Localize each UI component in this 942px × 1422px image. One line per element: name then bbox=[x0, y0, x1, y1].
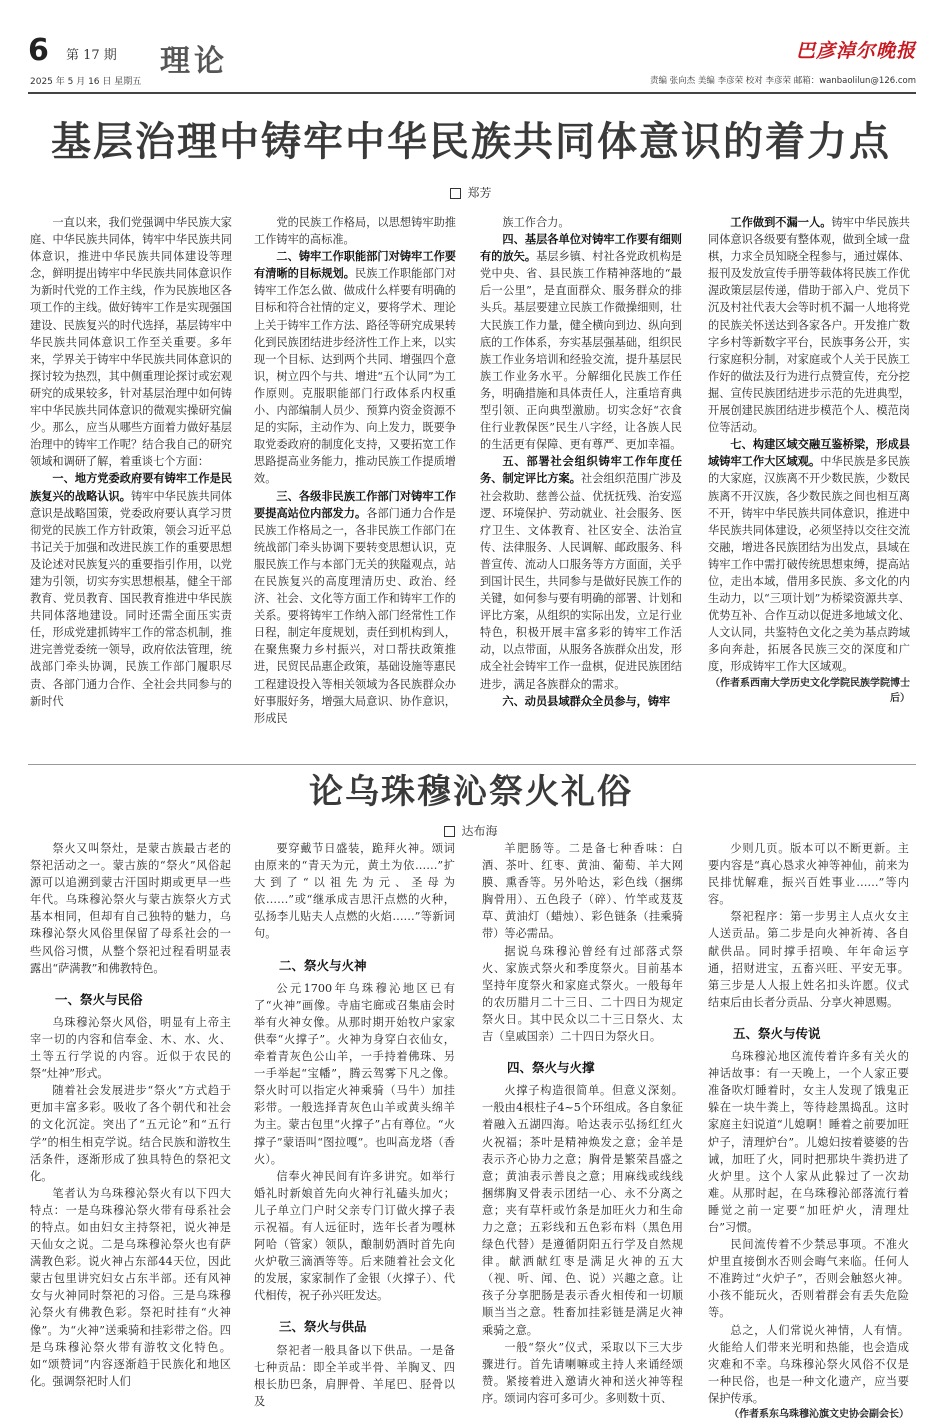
paragraph bbox=[254, 980, 455, 1168]
paragraph bbox=[482, 943, 683, 1046]
article1-title: 基层治理中铸牢中华民族共同体意识的着力点 bbox=[51, 118, 891, 165]
paragraph bbox=[30, 1185, 231, 1390]
paragraph bbox=[708, 1048, 909, 1236]
paragraph bbox=[482, 1339, 683, 1407]
paragraph-text: 笔者认为乌珠穆沁祭火有以下四大特点：一是乌珠穆沁祭火带有母系社会的特点。如由妇女主持祭祀，说火神是天仙女之说。二是乌珠穆沁祭火也有萨满教色彩。说火神占东部44天位，因此蒙古包里讲究妇女占东半部。还有风神女与火神同时祭祀的习俗。三是乌珠穆沁祭火有佛教色彩。祭祀时挂有“火神像”。为“火神”送乘骑和挂彩带之俗。四是乌珠穆沁祭火带有游牧文化特色。如“颂赞词”内容逐渐趋于民族化和地区化。强调祭祀时人们 bbox=[30, 1186, 231, 1388]
subheading: 三、各级非民族工作部门对铸牢工作要提高站位内部发力。 bbox=[254, 488, 456, 520]
paragraph-text: 各部门通力合作是民族工作格局之一，各非民族工作部门在统战部门牵头协调下要转变思想认识，克服民族工作与本部门无关的狭隘观点，站在民族复兴的高度理清历史、政治、经济、社会、文化等方面工作和铸牢工作的关系。要将铸牢工作纳入部门经常性工作日程，制定年度规划，责任到机构到人，在聚焦聚力乡村振兴，对口帮扶政策推进，民贸民品惠企政策，基础设施等惠民工程建设投入等相关领域为各民族群众办好事服好务，增强大局意识、协作意识，形成民 bbox=[254, 506, 456, 725]
paragraph bbox=[254, 214, 456, 248]
article1-column-3 bbox=[480, 214, 682, 762]
paragraph bbox=[480, 231, 682, 453]
paragraph-text: 一般“祭火”仪式，采取以下三大步骤进行。首先请喇嘛或主持人来诵经颂赞。紧接着进入邀请火神和送火神等程序。颂词内容可多可少。多则数十页、 bbox=[482, 1340, 683, 1405]
paragraph bbox=[254, 248, 456, 487]
section-heading: 四、祭火与火撑 bbox=[507, 1060, 595, 1076]
paragraph-text: 乌珠穆沁祭火风俗，明显有上帝主宰一切的内容和信奉金、木、水、火、土等五行学说的内容。近似于农民的祭“灶神”形式。 bbox=[30, 1015, 231, 1081]
paragraph-text: 民族工作职能部门对铸牢工作怎么做、做成什么样要有明确的目标和符合社情的定义，要将学术、理论上关于铸牢工作方法、路径等研究成果转化到民族团结进步经济性工作上来，以实现一个目标、达到两个共同、增强四个意识，树立四个与共、增进“五个认同”为工作原则。克服职能部门行政体系内权重小、内部编制人员少、预算内资金资源不足的实际，主动作为、向上发力，既要争取党委政府的制度化支持，又要拓宽工作思路提高业务能力，推动民族工作提质增效。 bbox=[254, 267, 456, 486]
paragraph bbox=[482, 840, 683, 943]
paragraph bbox=[30, 1014, 231, 1082]
paragraph-text: 少则几页。版本可以不断更新。主要内容是“真心恳求火神等神仙，前来为民排忧解难，振兴百姓事业……”等内容。 bbox=[708, 842, 909, 907]
paragraph bbox=[254, 1342, 455, 1410]
subheading: 四、基层各单位对铸牢工作要有细则有的放矢。 bbox=[480, 232, 682, 264]
subheading: 二、铸牢工作职能部门对铸牢工作要有清晰的目标规划。 bbox=[254, 249, 456, 281]
paragraph-text: 基层乡镇、村社各党政机构是党中央、省、县民族工作精神落地的“最后一公里”，是直面群众、服务群众的排头兵。基层要建立民族工作微操细则，壮大民族工作力量，健全横向到边、纵向到底的工作体系，夯实基层强基础，组织民族工作业务培训和经验交流，提升基层民族工作业务水平。分解细化民族工作任务，明确措施和具体责任人，注重培育典型引领、正向典型激励。切实念好“衣食住行业教保医”民生八字经，让各族人民的生活更有保障、更有尊严、更加幸福。 bbox=[480, 250, 682, 452]
article1-column-4 bbox=[708, 214, 910, 762]
page-number: 6 bbox=[28, 33, 49, 68]
byline-box-icon bbox=[450, 188, 461, 199]
paragraph-text: 铸牢中华民族共同体意识各级要有整体观，做到全域一盘棋，力求全员知晓全程参与，通过媒体、报刊及发放宣传手册等载体将民族工作优渥政策层层传递，借助于部入户、党员下沉及村社代表大会等时机不漏一人地将党的民族关怀送达到各家各户。开发推广数字乡村等新数字平台，民族事务公开，实行家庭积分制，对家庭或个人关于民族工作好的做法及行为进行点赞宣传，充分挖掘、宣传民族团结进步示范的先进典型，开展创建民族团结进步模范个人、模范岗位等活动。 bbox=[708, 216, 910, 435]
subheading: 工作做到不漏一人。 bbox=[730, 215, 832, 229]
issue-date: 2025 年 5 月 16 日 星期五 bbox=[30, 77, 142, 87]
paragraph bbox=[482, 1082, 683, 1338]
paragraph-text: 火撑子构造很简单。但意义深刻。一般由4根柱子4~5个环组成。各自象征着融入五湖四海。哈达表示弘扬红红火火祝福；茶叶是精神焕发之意；金羊是表示齐心协力之意；胸骨是繁荣昌盛之意；黄油表示善良之意；用麻线或线线捆绑胸叉骨表示团结一心、永不分离之意；夹有草杆或竹条是加旺火力和生命力之意；五彩线和五色彩布料（黑色用绿色代替）是遵循阴阳五行学及自然规律。献洒献红枣是满足火神的五大（视、听、闻、色、说）兴趣之意。让孩子分享肥肠是表示香火相传和一切顺顺当当之意。牲畜加挂彩链是满足火神乘骑之意。 bbox=[482, 1084, 683, 1337]
paragraph bbox=[708, 214, 910, 436]
paragraph-text: 乌珠穆沁地区流传着许多有关火的神话故事：有一天晚上，一个人家正要准备吹灯睡着时，女主人发现了饿鬼正躲在一块牛粪上，等待趁黑捣乱。这时家庭主妇说道“儿媳啊！睡着之前要加旺炉子，清理炉台”。儿媳妇按着婆婆的告诫，加旺了火，同时把那块牛粪扔进了火炉里。这个人家从此躲过了一次劫难。从那时起，在乌珠穆沁部落流行着睡觉之前一定要“加旺炉火，清理灶台”习惯。 bbox=[708, 1050, 909, 1234]
masthead-rule bbox=[28, 92, 916, 94]
paragraph-text: 要穿戴节日盛装，跪拜火神。颂词由原来的“青天为元，黄土为依……”扩大到了“以祖先为元、圣母为依……”或“继承成吉思汗点燃的火种，弘扬李儿贴夫人点燃的火焰……”等新词句。 bbox=[254, 842, 455, 941]
paragraph bbox=[30, 1082, 231, 1185]
section-heading: 三、祭火与供品 bbox=[279, 1319, 367, 1335]
paragraph-text: 一直以来，我们党强调中华民族大家庭、中华民族共同体，铸牢中华民族共同体意识，推进中华民族共同体建设等理念，鲜明提出铸牢中华民族共同体意识作为新时代党的工作主线，作为民族地区各项工作的主线。做好铸牢工作是实现强国建设、民族复兴的时代选择，基层铸牢中华民族共同体意识工作至关重要。多年来，学界关于铸牢中华民族共同体意识的探讨较为热烈，其中侧重理论探讨或宏观研究的成果较多，针对基层治理中如何铸牢中华民族共同体意识的微观实操研究偏少。那么，应当从哪些方面着力做好基层治理中的铸牢工作呢？结合我自己的研究领域和调研了解，着重谈七个方面： bbox=[30, 216, 232, 469]
article1-byline bbox=[0, 184, 942, 201]
paragraph-text: 祭祀者一般具备以下供品。一是备七种贡品：即全羊或半骨、羊胸叉、四根长肋巴条，肩胛骨、羊尾巴、胫骨以及 bbox=[254, 1343, 455, 1408]
paragraph bbox=[708, 908, 909, 1011]
article2-column-1 bbox=[30, 840, 231, 1412]
article2-title: 论乌珠穆沁祭火礼俗 bbox=[309, 772, 633, 812]
paragraph-text: 民间流传着不少禁忌事项。不准火炉里直接倒水否则会晦气来临。任何人不准跨过“火炉子”，否则会触怒火神。小孩不能玩火，否则着群会有丢失危险等。 bbox=[708, 1238, 909, 1320]
paragraph-text: 祭火又叫祭灶，是蒙古族最古老的祭祀活动之一。蒙古族的“祭火”风俗起源可以追溯到蒙古汗国时期或更早一些年代。乌珠穆沁祭火与蒙古族祭火方式基本相同，但却有自己独特的魅力，乌珠穆沁祭火风俗里保留了母系社会的一些风俗习惯，从整个祭祀过程看明显表露出“萨满教”和佛教特色。 bbox=[30, 842, 231, 975]
newspaper-logo: 巴彦淖尔晚报 bbox=[795, 40, 916, 62]
paragraph-text: 中华民族是多民族的大家庭，汉族离不开少数民族，少数民族离不开汉族，各少数民族之间也相互离不开，铸牢中华民族共同体意识，推进中华民族共同体建设，必须坚持以交往交流交融，增进各民族团结为出发点，县域在铸牢工作中需打破传统思想束缚，提高站位，走出本域，借用多民族、多文化的内生动力，以“三项计划”为桥梁资源共享、优势互补、合作互动以促进多地域文化、人文认同，共鉴特色文化之美为基点跨域多向奔赴，拓展各民族三交的深度和广度，形成铸牢工作大区域观。 bbox=[708, 455, 910, 674]
article2-byline bbox=[0, 822, 942, 839]
paragraph-text: 社会组织范围广涉及社会救助、慈善公益、优抚抚残、治安巡逻、环境保护、劳动就业、社会服务、医疗卫生、文体教育、社区安全、法治宣传、法律服务、人民调解、邮政服务、科普宣传、流动人口服务等方方面面，关乎到国计民生，共同参与是做好民族工作的关键，如何参与要有明确的部署、计划和评比方案，从组织的实际出发，立足行业特色，积极开展丰富多彩的铸牢工作活动，以点带面，从服务各族群众出发，形成全社会铸牢工作一盘棋，促进民族团结进步，满足各族群众的需求。 bbox=[480, 472, 682, 691]
paragraph bbox=[480, 693, 682, 710]
article-divider bbox=[28, 764, 916, 765]
paragraph bbox=[30, 840, 231, 977]
paragraph-text: 党的民族工作格局，以思想铸牢助推工作铸牢的高标准。 bbox=[254, 216, 456, 247]
byline-box-icon bbox=[444, 826, 455, 837]
paragraph bbox=[254, 840, 455, 943]
paragraph bbox=[708, 1322, 909, 1407]
article2-column-2 bbox=[254, 840, 455, 1412]
paragraph-text: 公元1700年乌珠穆沁地区已有了“火神”画像。寺庙宅廊或召集庙会时举有火神女像。从那时期开始牧户家家供奉“火撑子”。火神为身穿白衣仙女，牵着青灰色公山羊，一手持着佛珠、另一手举起“宝幡”，腾云驾雾下凡之像。祭火时可以指定火神乘骑（马牛）加挂彩带。一般选择青灰色山羊或黄头绵羊为主。蒙古包里“火撑子”占有尊位。“火撑子”蒙语叫“图拉嘎”。也叫高龙塔（香火）。 bbox=[254, 981, 455, 1166]
paragraph-text: 族工作合力。 bbox=[502, 216, 570, 229]
paragraph-text: 据说乌珠穆沁曾经有过部落式祭火、家族式祭火和季度祭火。目前基本坚持年度祭火和家庭式祭火。一般每年的农历腊月二十三日、二十四日为规定祭火日。其中民众以二十三日祭火、太吉（皇戚国亲）二十四日为祭火日。 bbox=[482, 944, 683, 1044]
article2-author: 达布海 bbox=[461, 824, 498, 838]
editor-credits: 责编 张向杰 美编 李彦荣 校对 李彦荣 邮箱：wanbaolilun@126.com bbox=[649, 76, 916, 86]
section-heading: 一、祭火与民俗 bbox=[55, 991, 143, 1007]
subheading: 六、动员县域群众全员参与，铸牢 bbox=[502, 693, 671, 708]
article1-column-2 bbox=[254, 214, 456, 762]
paragraph bbox=[30, 470, 232, 709]
paragraph bbox=[30, 214, 232, 470]
paragraph-text: 铸牢中华民族共同体意识是战略国策，党委政府要认真学习贯彻党的民族工作方针政策，领会习近平总书记关于加强和改进民族工作的重要思想及论述对民族复兴的重要指引作用，以党建为引领，切实夯实思想根基，健全干部教育、党员教育、国民教育推进中华民族共同体落地建设。同时还需全面压实责任，形成党建抓铸牢工作的常态机制，推进完善党委统一领导，政府依法管理，统战部门牵头协调，民族工作部门履职尽责、各部门通力合作、全社会共同参与的新时代 bbox=[30, 489, 232, 708]
author-note: （作者系西南大学历史文化学院民族学院博士后） bbox=[710, 677, 910, 704]
paragraph bbox=[708, 1236, 909, 1321]
article2-column-3 bbox=[482, 840, 683, 1412]
paragraph-text: 随着社会发展进步“祭火”方式趋于更加丰富多彩。吸收了各个朝代和社会的文化沉淀。突出了“五元论”和“五行学”的相生相克学说。结合民族和游牧生活条件，逐渐形成了独具特色的祭祀文化。 bbox=[30, 1084, 231, 1183]
paragraph bbox=[708, 840, 909, 908]
paragraph bbox=[254, 1168, 455, 1305]
article1-author: 郑芳 bbox=[467, 186, 492, 200]
paragraph bbox=[708, 436, 910, 675]
masthead bbox=[28, 33, 916, 88]
section-heading: 二、祭火与火神 bbox=[279, 957, 367, 973]
article2-column-4 bbox=[708, 840, 909, 1420]
paragraph-text: 祭祀程序：第一步男主人点火女主人送贡品。第二步是向火神祈祷、各自献供品。同时撑手招唤、年年命运亨通，招财进宝，五畜兴旺、平安无事。第三步是人人报上姓名扣头许愿。仪式结束后由长者分贡品、分享火神恩赐。 bbox=[708, 910, 909, 1009]
paragraph bbox=[480, 214, 682, 231]
paragraph bbox=[480, 453, 682, 692]
subheading: 七、构建区域交融互鉴桥梁，形成县域铸牢工作大区域观。 bbox=[708, 437, 910, 469]
paragraph-text: 信奉火神民间有许多讲究。如举行婚礼时新娘首先向火神行礼磕头加火；儿子单立门户时父亲专门订做火撑子表示祝福。有人远征时，选年长者为嘎林阿哈（管家）领队，酿制奶酒时首先向火炉敬三滴酒等等。后来随着社会文化的发展，家家制作了金银（火撑子）、代代相传，祝子孙兴旺发达。 bbox=[254, 1169, 455, 1303]
article1-column-1 bbox=[30, 214, 232, 762]
issue-number: 第 17 期 bbox=[66, 48, 117, 63]
paragraph-text: 羊肥肠等。二是备七种香味：白酒、茶叶、红枣、黄油、葡萄、羊大网膜、熏香等。另外哈达，彩色线（捆绑胸骨用）、五色段子（碎）、竹竿或芨芨草、黄油灯（蜡烛）、彩色链条（挂乘骑带）等必需品。 bbox=[482, 842, 683, 941]
section-title: 理论 bbox=[160, 44, 228, 79]
paragraph-text: 总之，人们常说火神情，人有情。火能给人们带来光明和热能，也会造成灾难和不幸。乌珠穆沁祭火风俗不仅是一种民俗，也是一种文化遗产，应当要保护传承。 bbox=[708, 1323, 909, 1405]
subheading: 一、地方党委政府要有铸牢工作是民族复兴的战略认识。 bbox=[30, 471, 232, 503]
section-heading: 五、祭火与传说 bbox=[733, 1025, 821, 1041]
author-note: （作者系东乌珠穆沁旗文史协会副会长） bbox=[729, 1409, 909, 1420]
paragraph bbox=[254, 488, 456, 727]
subheading: 五、部署社会组织铸牢工作年度任务、制定评比方案。 bbox=[480, 454, 682, 486]
